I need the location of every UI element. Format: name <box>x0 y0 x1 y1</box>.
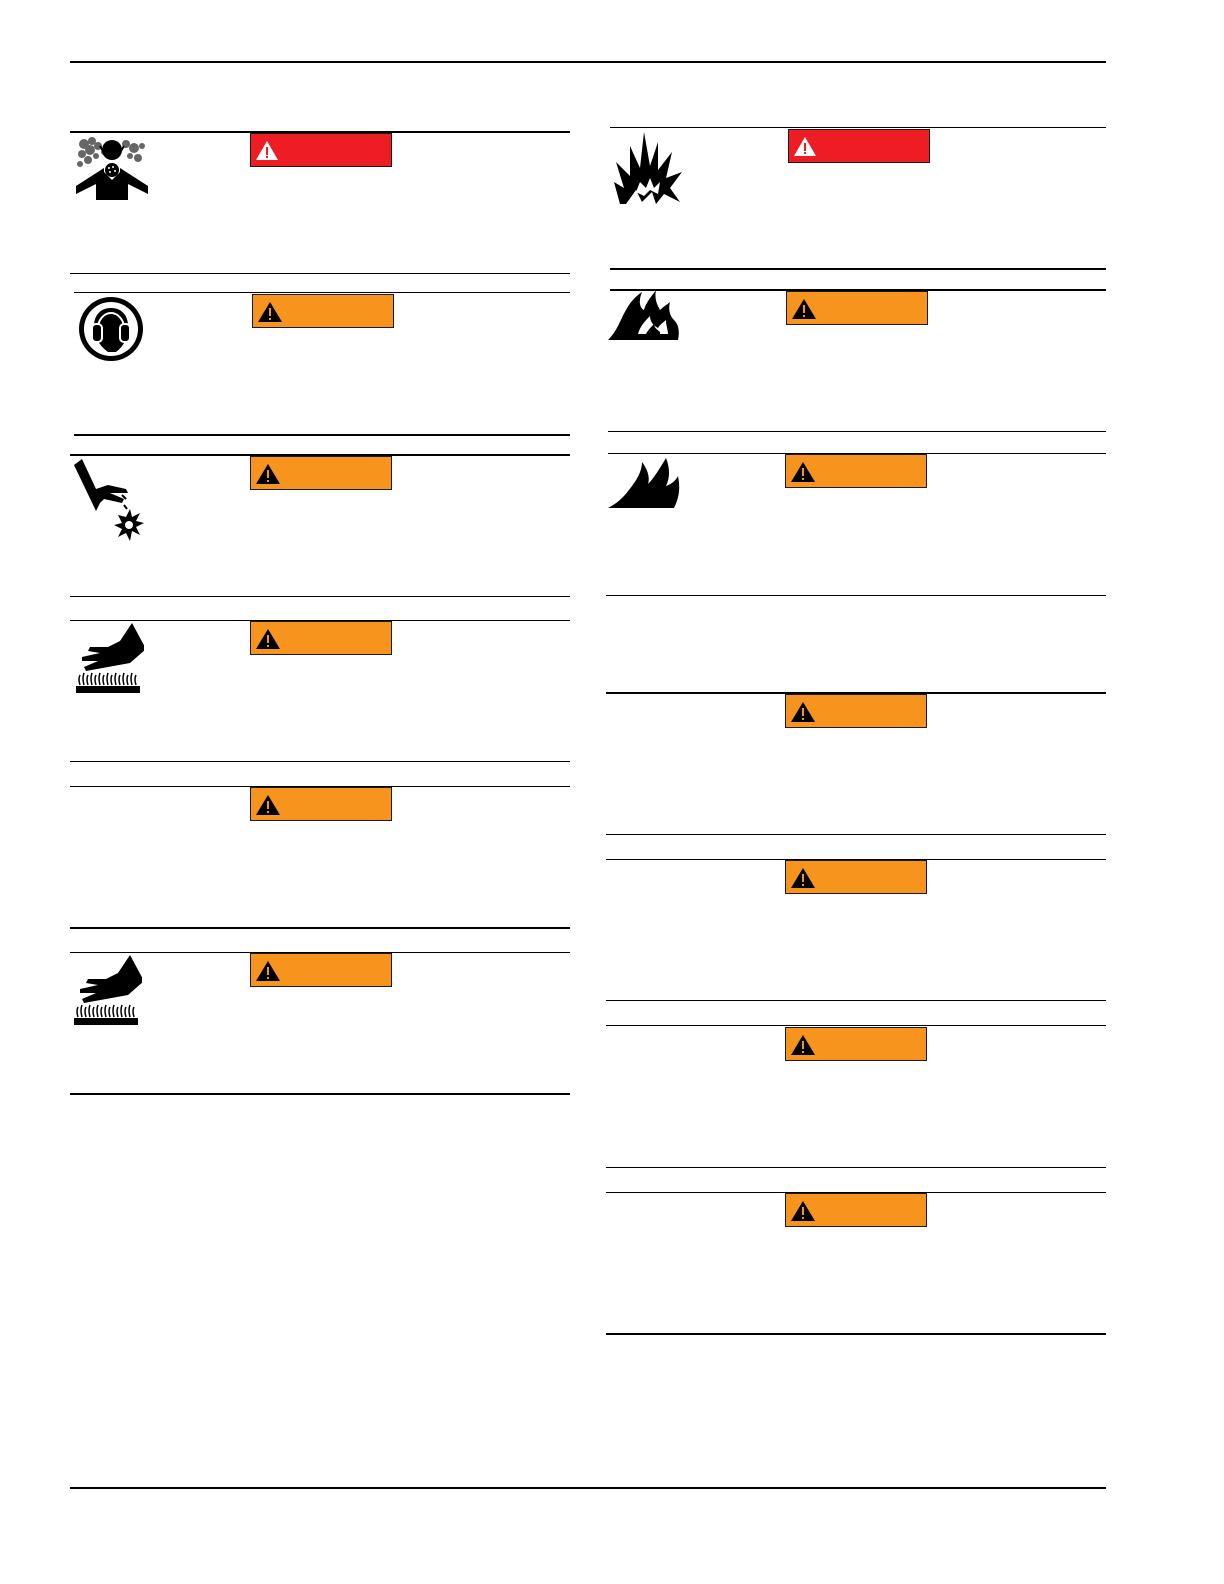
section-rule <box>74 292 570 293</box>
hot-surface-icon <box>72 955 142 1032</box>
section-rule <box>610 268 1106 270</box>
alert-triangle-icon <box>791 298 817 320</box>
alert-triangle-icon <box>790 461 816 483</box>
section-rule <box>606 1333 1106 1335</box>
warning-signal-label <box>785 1193 927 1227</box>
alert-triangle-icon <box>255 140 279 161</box>
warning-signal-label <box>785 860 927 894</box>
alert-triangle-icon <box>790 701 816 723</box>
section-rule <box>606 1167 1106 1168</box>
section-rule <box>606 595 1106 596</box>
section-rule <box>610 127 1106 128</box>
alert-triangle-icon <box>255 463 281 485</box>
section-rule <box>606 834 1106 835</box>
warning-signal-label <box>250 953 392 987</box>
fire-icon <box>608 290 682 347</box>
section-rule <box>606 1025 1106 1026</box>
alert-triangle-icon <box>257 301 283 323</box>
section-rule <box>70 1093 570 1095</box>
danger-signal-label <box>250 133 392 167</box>
alert-triangle-icon <box>790 867 816 889</box>
moving-parts-hand-icon <box>74 459 148 550</box>
alert-triangle-icon <box>790 1034 816 1056</box>
section-rule <box>70 273 570 274</box>
warning-signal-label <box>785 454 927 488</box>
section-rule <box>70 761 570 762</box>
section-rule <box>74 434 570 436</box>
section-rule <box>70 927 570 929</box>
warning-signal-label <box>785 1027 927 1061</box>
ear-protection-icon <box>78 296 144 367</box>
alert-triangle-icon <box>790 1200 816 1222</box>
alert-triangle-icon <box>255 794 281 816</box>
section-rule <box>606 1000 1106 1001</box>
warning-signal-label <box>252 294 394 328</box>
warning-signal-label <box>786 291 928 325</box>
explosion-icon <box>612 132 684 211</box>
warning-signal-label <box>785 694 927 728</box>
section-rule <box>608 431 1106 432</box>
warning-signal-label <box>250 787 392 821</box>
hot-surface-icon <box>74 623 144 700</box>
alert-triangle-icon <box>255 628 281 650</box>
alert-triangle-icon <box>255 960 281 982</box>
fire-icon <box>608 456 682 513</box>
alert-triangle-icon <box>793 136 817 157</box>
footer-rule <box>70 1487 1106 1489</box>
header-rule <box>70 61 1106 63</box>
warning-signal-label <box>250 456 392 490</box>
danger-signal-label <box>788 129 930 163</box>
warning-signal-label <box>250 621 392 655</box>
section-rule <box>70 596 570 597</box>
toxic-fumes-icon <box>76 136 148 207</box>
